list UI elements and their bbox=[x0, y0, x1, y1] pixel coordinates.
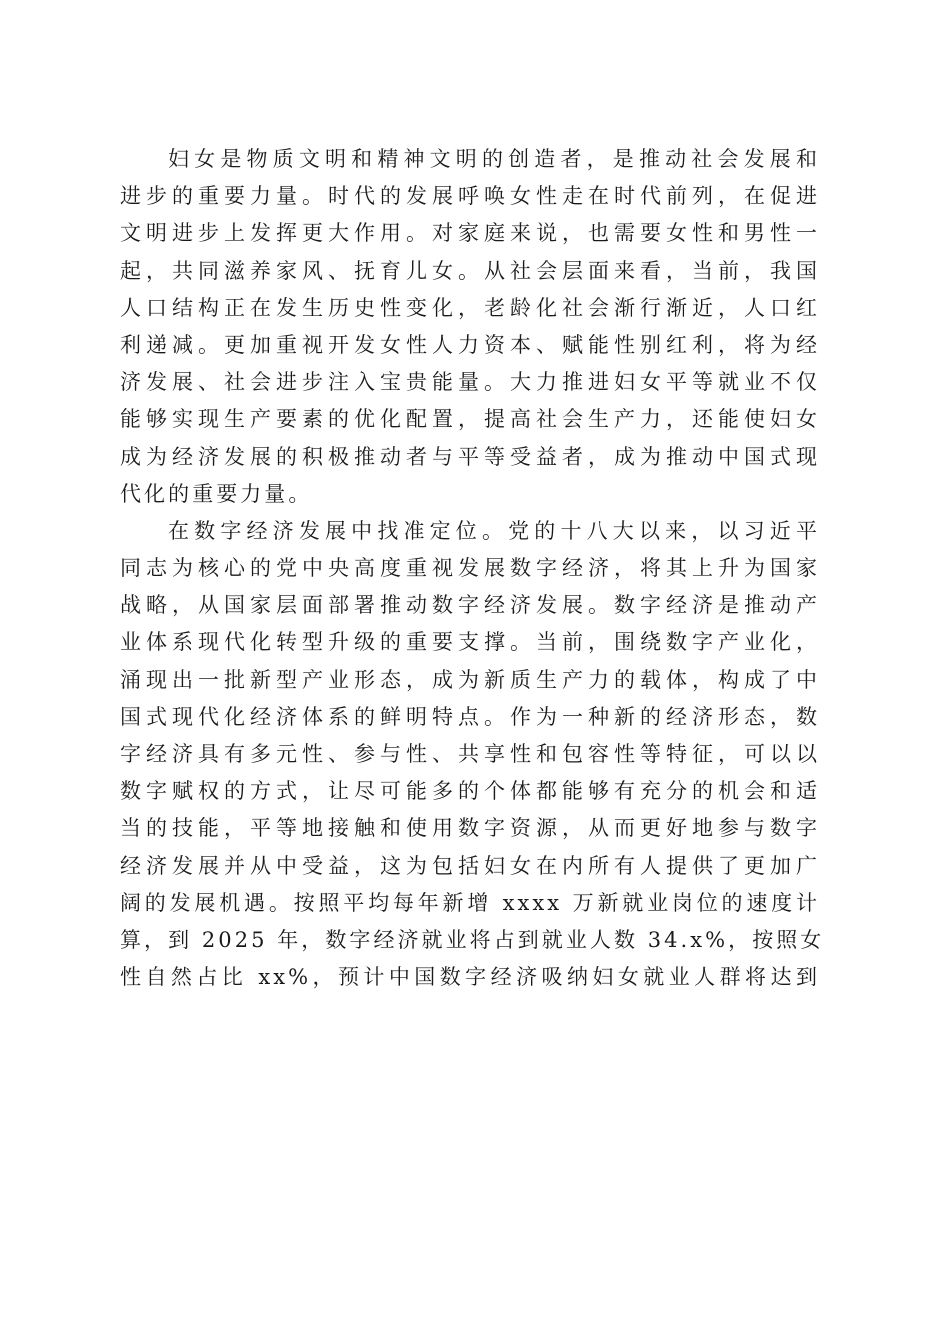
document-page bbox=[120, 141, 825, 996]
text-line: 代化的重要力量。 bbox=[120, 481, 313, 506]
text-line: 人口结构正在发生历史性变化，老龄化社会渐行渐近，人口红 bbox=[120, 295, 820, 320]
text-line: 起，共同滋养家风、抚育儿女。从社会层面来看，当前，我国 bbox=[120, 258, 820, 283]
text-line: 进步的重要力量。时代的发展呼唤女性走在时代前列，在促进 bbox=[120, 184, 820, 209]
text-line: 算，到 2025 年，数字经济就业将占到就业人数 34.x%，按照女 bbox=[120, 927, 825, 952]
paragraph-women-role bbox=[120, 141, 820, 513]
text-line: 性自然占比 xx%，预计中国数字经济吸纳妇女就业人群将达到 bbox=[120, 965, 820, 990]
paragraph-digital-economy bbox=[120, 513, 825, 996]
text-line: 能够实现生产要素的优化配置，提高社会生产力，还能使妇女 bbox=[120, 407, 820, 432]
text-line: 战略，从国家层面部署推动数字经济发展。数字经济是推动产 bbox=[120, 593, 820, 618]
text-line: 业体系现代化转型升级的重要支撑。当前，围绕数字产业化， bbox=[120, 630, 820, 655]
text-line: 利递减。更加重视开发女性人力资本、赋能性别红利，将为经 bbox=[120, 332, 820, 357]
text-line: 数字赋权的方式，让尽可能多的个体都能够有充分的机会和适 bbox=[120, 779, 820, 804]
text-line: 阔的发展机遇。按照平均每年新增 xxxx 万新就业岗位的速度计 bbox=[120, 890, 820, 915]
text-line: 成为经济发展的积极推动者与平等受益者，成为推动中国式现 bbox=[120, 444, 820, 469]
text-line: 在数字经济发展中找准定位。党的十八大以来，以习近平 bbox=[168, 518, 820, 543]
text-line: 文明进步上发挥更大作用。对家庭来说，也需要女性和男性一 bbox=[120, 221, 820, 246]
text-line: 当的技能，平等地接触和使用数字资源，从而更好地参与数字 bbox=[120, 816, 820, 841]
text-line: 同志为核心的党中央高度重视发展数字经济，将其上升为国家 bbox=[120, 556, 820, 581]
text-line: 国式现代化经济体系的鲜明特点。作为一种新的经济形态，数 bbox=[120, 704, 820, 729]
text-line: 经济发展并从中受益，这为包括妇女在内所有人提供了更加广 bbox=[120, 853, 820, 878]
text-line: 济发展、社会进步注入宝贵能量。大力推进妇女平等就业不仅 bbox=[120, 370, 820, 395]
text-line: 妇女是物质文明和精神文明的创造者，是推动社会发展和 bbox=[168, 147, 820, 171]
text-line: 字经济具有多元性、参与性、共享性和包容性等特征，可以以 bbox=[120, 742, 820, 766]
text-line: 涌现出一批新型产业形态，成为新质生产力的载体，构成了中 bbox=[120, 667, 820, 692]
